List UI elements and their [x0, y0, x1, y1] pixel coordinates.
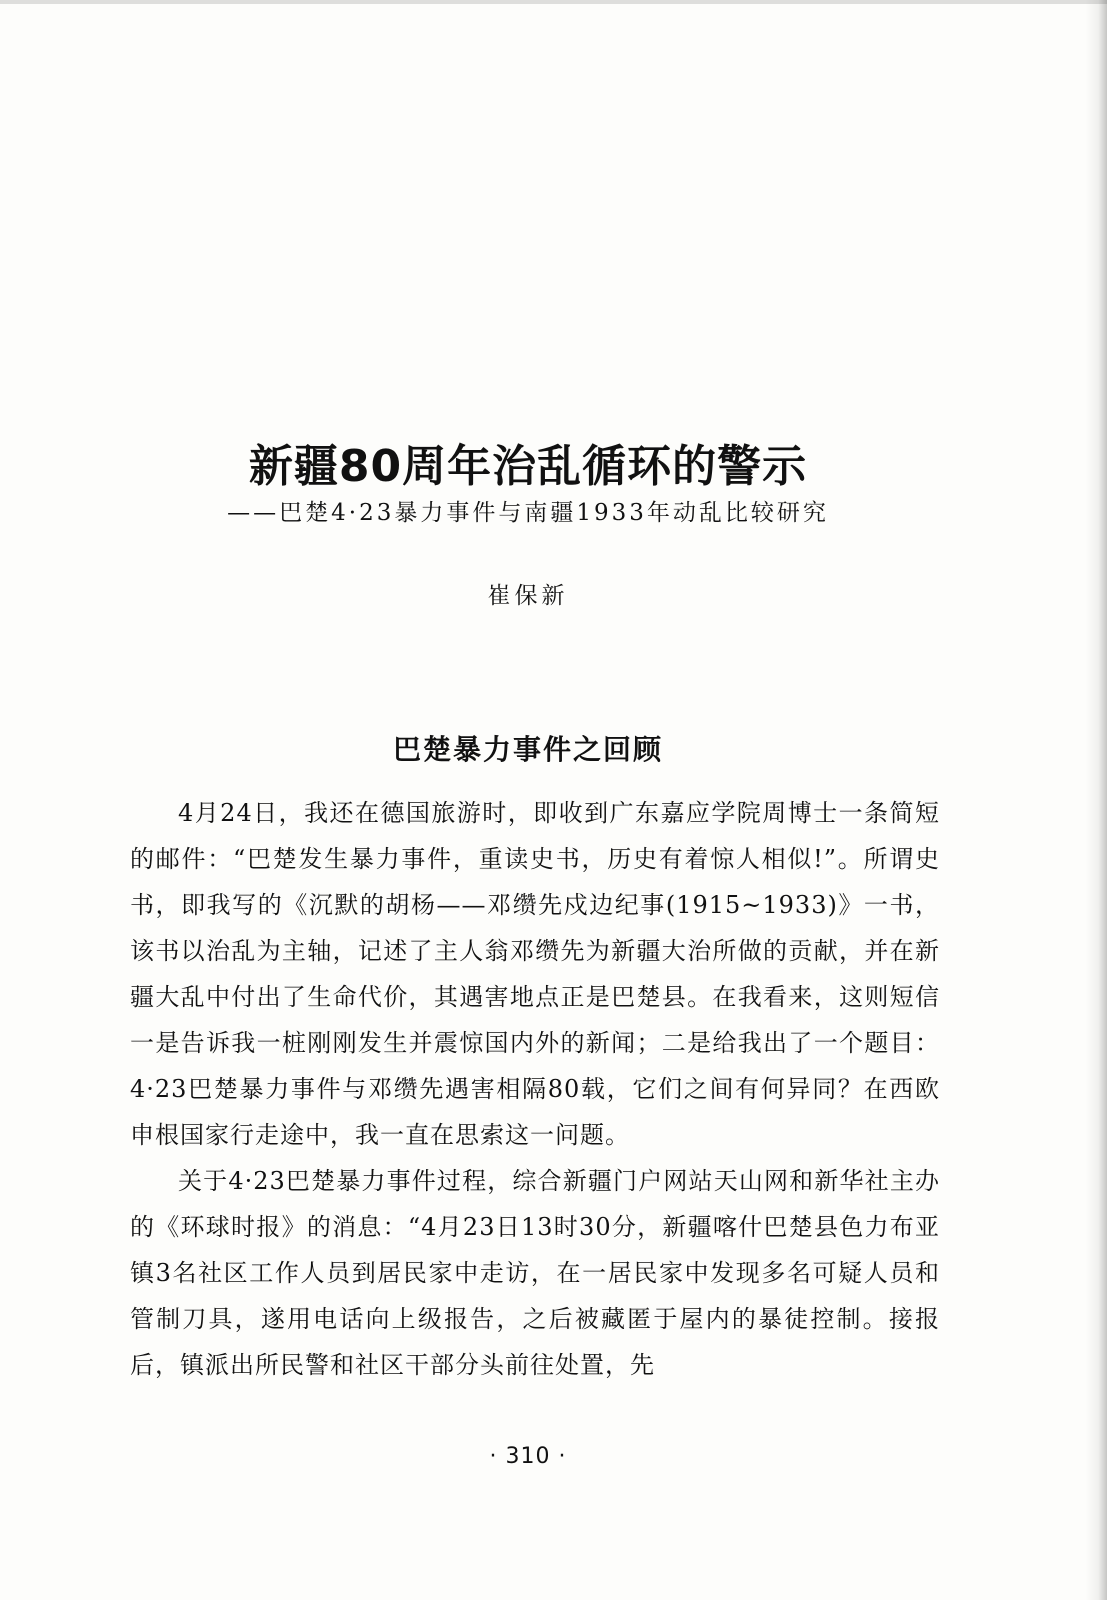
- paragraph: 关于4·23巴楚暴力事件过程，综合新疆门户网站天山网和新华社主办的《环球时报》的消息：“4月23日13时30分，新疆喀什巴楚县色力布亚镇3名社区工作人员到居民家中走访，在一居民家中发现多名可疑人员和管制刀具，遂用电话向上级报告，之后被藏匿于屋内的暴徒控制。接报后，镇派出所民警和社区干部分头前往处置，先: [130, 1167, 940, 1379]
- article-title: 新疆80周年治乱循环的警示: [248, 441, 808, 493]
- section-heading: 巴楚暴力事件之回顾: [392, 733, 663, 767]
- scan-edge-top: [0, 0, 1107, 4]
- paragraph: 4月24日，我还在德国旅游时，即收到广东嘉应学院周博士一条简短的邮件：“巴楚发生暴力事件，重读史书，历史有着惊人相似!”。所谓史书，即我写的《沉默的胡杨——邓缵先戍边纪事(1915~1933)》一书，该书以治乱为主轴，记述了主人翁邓缵先为新疆大治所做的贡献，并在新疆大乱中付出了生命代价，其遇害地点正是巴楚县。在我看来，这则短信一是告诉我一桩刚刚发生并震惊国内外的新闻；二是给我出了一个题目：4·23巴楚暴力事件与邓缵先遇害相隔80载，它们之间有何异同？在西欧申根国家行走途中，我一直在思索这一问题。: [130, 799, 940, 1149]
- article-body: [130, 790, 940, 1388]
- scan-edge-right: [1085, 0, 1107, 1600]
- page-number: · 310 ·: [489, 1444, 567, 1469]
- article-subtitle: ——巴楚4·23暴力事件与南疆1933年动乱比较研究: [227, 500, 829, 526]
- article-author: 崔保新: [487, 583, 569, 609]
